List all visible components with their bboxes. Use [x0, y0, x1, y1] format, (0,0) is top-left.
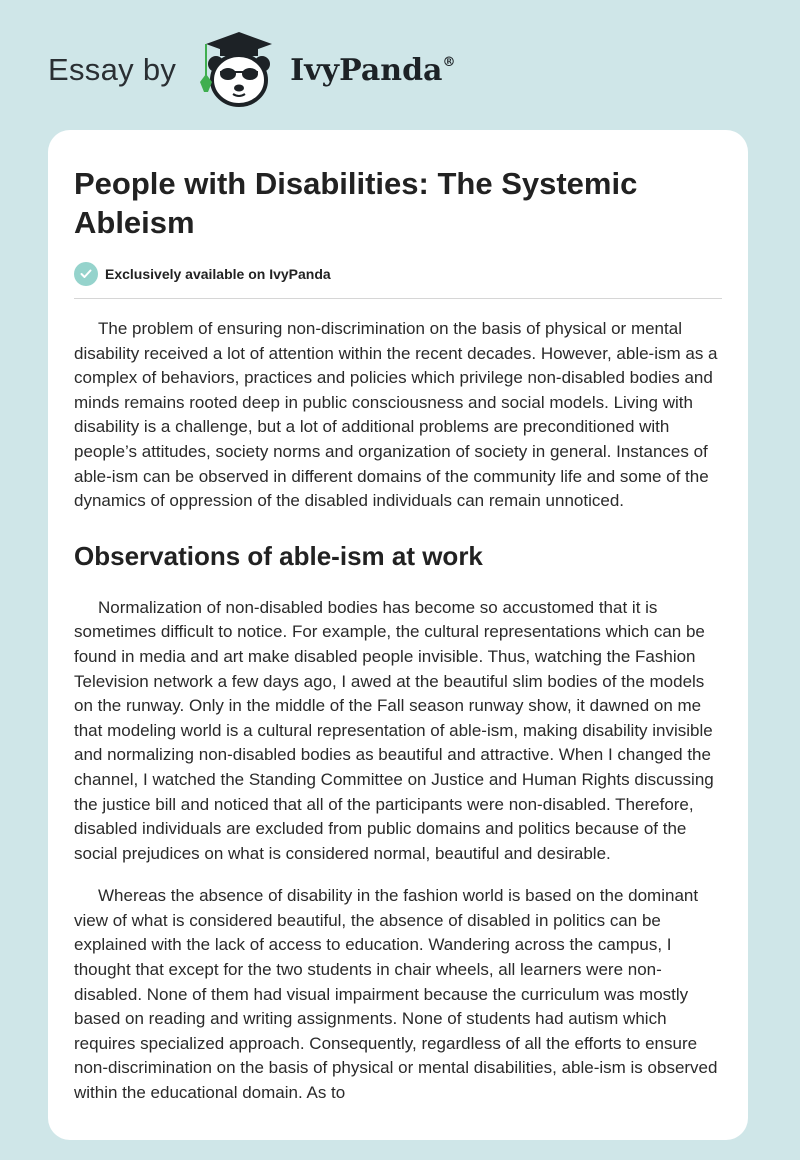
paragraph: Normalization of non-disabled bodies has become so accustomed that it is sometimes difficult to notice. For example, the cultural representations which can be found in media and art make disabled people invisible. Thus, watching the Fashion Television network a few days ago, I awed at the beautiful slim bodies of the models on the runway. Only in the middle of the Fall season runway show, it dawned on me that modeling world is a cultural representation of able-ism, making disability invisible and normalizing non-disabled bodies as beautiful and attractive. When I changed the channel, I watched the Standing Committee on Justice and Human Rights discussing the justice bill and noticed that all of the participants were non-disabled. Therefore, disabled individuals are excluded from public domains and politics because of the social prejudices on what is considered normal, beautiful and desirable. — [74, 597, 714, 863]
essay-by-label: Essay by — [48, 52, 177, 87]
site-header — [48, 30, 456, 110]
exclusive-badge-label: Exclusively available on IvyPanda — [105, 266, 331, 282]
brand-name[interactable] — [290, 53, 455, 88]
section-heading: Observations of able-ism at work — [74, 540, 483, 571]
paragraph: The problem of ensuring non-discrimination on the basis of physical or mental disability received a lot of attention within the recent decades. However, able-ism as a complex of behaviors, practices and policies which privilege non-disabled bodies and minds remains rooted deep in public consciousness and social models. Living with disability is a challenge, but a lot of additional problems are preconditioned with people’s attitudes, society norms and organization of society in general. Instances of able-ism can be observed in different domains of the community life and some of the dynamics of oppression of the disabled individuals can remain unnoticed. — [74, 319, 718, 511]
exclusive-badge — [74, 262, 722, 286]
essay-card — [48, 130, 748, 1140]
ivypanda-panda-logo-icon[interactable] — [194, 30, 284, 110]
brand-text: IvyPanda — [290, 52, 443, 88]
paragraph: Whereas the absence of disability in the fashion world is based on the dominant view of what is considered beautiful, the absence of disabled in politics can be explained with the lack of access to education. Wandering across the campus, I thought that except for the two students in chair wheels, all learners were non-disabled. None of them had visual impairment because the curriculum was mostly based on reading and writing assignments. None of students had autism which requires specialized approach. Consequently, regardless of all the efforts to ensure non-discrimination on the basis of physical or mental disabilities, able-ism is observed within the educational domain. As to — [74, 886, 718, 1103]
divider — [74, 298, 722, 299]
page-title: People with Disabilities: The Systemic Ableism — [74, 166, 638, 240]
registered-mark: ® — [442, 54, 456, 70]
check-circle-icon — [74, 262, 98, 286]
